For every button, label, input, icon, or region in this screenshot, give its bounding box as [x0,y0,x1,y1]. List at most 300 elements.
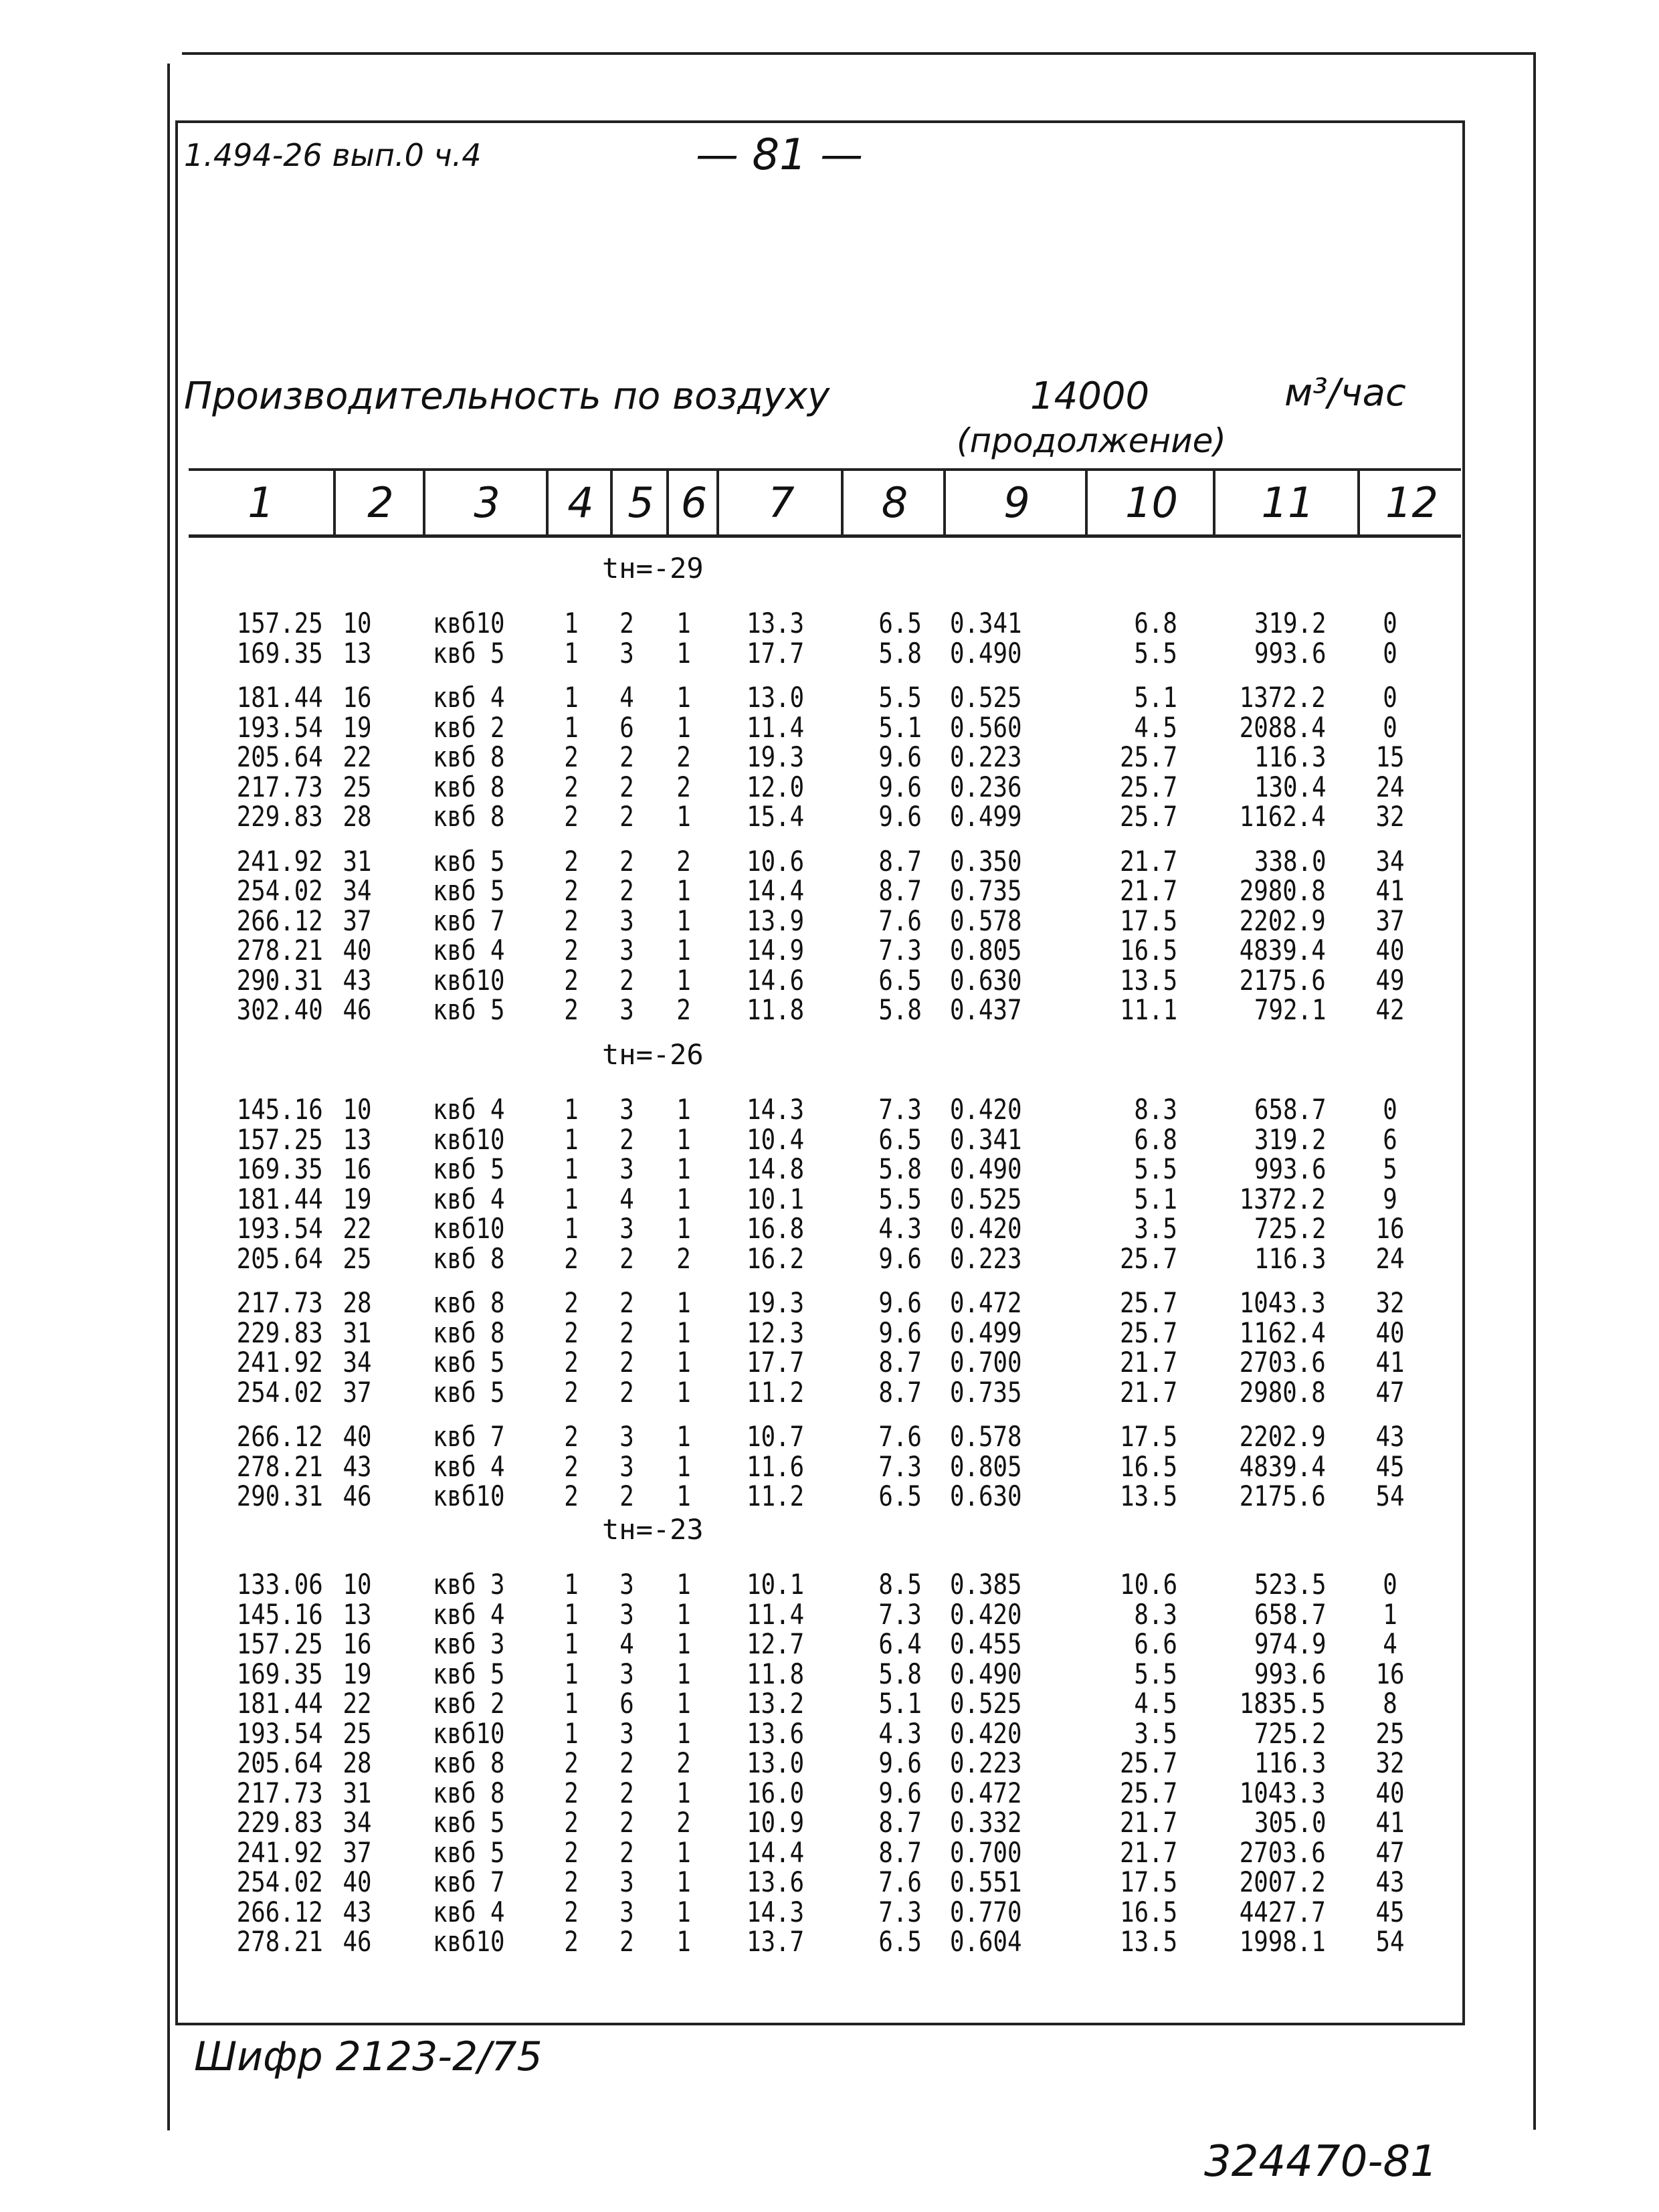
cell-c5: 2 [619,1746,634,1779]
cell-c9: 0.770 [950,1895,1022,1928]
cell-number: 43 [343,963,372,997]
cell-c10: 5.1 [1134,681,1177,714]
column-header-9: 9 [943,471,1088,534]
cell-model: квб 5 [433,1346,505,1379]
cell-c8: 4.3 [878,1212,922,1245]
cell-c5: 2 [619,1375,634,1409]
cell-flow: 205.64 [237,1241,323,1275]
cell-c5: 2 [619,1776,634,1809]
cell-c9: 0.525 [950,1182,1022,1215]
cell-c12: 16 [1375,1657,1405,1690]
cell-c8: 9.6 [878,1316,922,1349]
cell-c6: 2 [676,740,691,773]
cell-c10: 25.7 [1120,800,1177,833]
cell-number: 25 [343,1241,372,1275]
cell-c11: 1835.5 [1240,1687,1326,1720]
cell-c9: 0.700 [950,1346,1022,1379]
cell-c6: 1 [676,934,691,967]
cell-c9: 0.525 [950,681,1022,714]
cell-c9: 0.223 [950,1746,1022,1779]
cell-c10: 25.7 [1120,1776,1177,1809]
cell-c5: 3 [619,636,634,670]
cell-c10: 3.5 [1134,1716,1177,1750]
cell-flow: 193.54 [237,710,323,744]
cell-c9: 0.700 [950,1835,1022,1869]
cell-c8: 8.7 [878,844,922,878]
cell-model: квб 8 [433,1286,505,1319]
cell-c5: 3 [619,904,634,937]
cell-flow: 217.73 [237,1286,323,1319]
column-header-7: 7 [716,471,844,534]
cell-c9: 0.630 [950,963,1022,997]
title-text: Производительность по воздуху [184,375,830,418]
cell-c12: 16 [1375,1212,1405,1245]
cell-c6: 1 [676,636,691,670]
cell-c10: 6.6 [1134,1627,1177,1660]
cell-c10: 21.7 [1120,874,1177,907]
cell-c6: 1 [676,1716,691,1750]
cell-c11: 725.2 [1254,1212,1326,1245]
cell-c11: 1162.4 [1240,800,1326,833]
cell-number: 16 [343,681,372,714]
column-header-12: 12 [1357,471,1464,534]
cell-c7: 19.3 [747,740,804,773]
cell-c11: 2703.6 [1240,1835,1326,1869]
cell-c5: 3 [619,1597,634,1631]
cell-model: квб 8 [433,1241,505,1275]
cell-c5: 3 [619,1420,634,1453]
cell-c9: 0.630 [950,1480,1022,1512]
cell-c12: 43 [1375,1420,1405,1453]
cell-c6: 1 [676,1316,691,1349]
section-label: tн=-29 [602,552,704,585]
cell-number: 43 [343,1895,372,1928]
cell-c4: 1 [564,1122,579,1156]
cell-c4: 1 [564,1212,579,1245]
cell-c8: 5.5 [878,681,922,714]
cell-c8: 7.6 [878,1420,922,1453]
cell-c6: 2 [676,844,691,878]
cell-c6: 1 [676,1657,691,1690]
cell-c10: 5.5 [1134,1152,1177,1185]
cell-flow: 181.44 [237,681,323,714]
cell-model: квб10 [433,1716,505,1750]
cell-c5: 2 [619,963,634,997]
cell-number: 19 [343,710,372,744]
cell-model: квб 7 [433,1420,505,1453]
cell-c12: 49 [1375,963,1405,997]
cell-c6: 1 [676,1375,691,1409]
cell-c8: 9.6 [878,1746,922,1779]
cell-number: 31 [343,1776,372,1809]
cell-c7: 16.2 [747,1241,804,1275]
cell-c7: 10.7 [747,1420,804,1453]
cell-c9: 0.420 [950,1093,1022,1126]
cell-c9: 0.805 [950,1449,1022,1483]
cell-flow: 302.40 [237,993,323,1026]
cell-c4: 2 [564,963,579,997]
cell-flow: 169.35 [237,1152,323,1185]
cell-c8: 9.6 [878,770,922,803]
footer-cipher: Шифр 2123-2/75 [194,2033,543,2080]
cell-c9: 0.578 [950,904,1022,937]
cell-model: квб 5 [433,1657,505,1690]
cell-c10: 17.5 [1120,904,1177,937]
cell-c5: 2 [619,844,634,878]
cell-model: квб 5 [433,874,505,907]
cell-c4: 1 [564,1627,579,1660]
cell-c5: 3 [619,934,634,967]
cell-model: квб10 [433,607,505,639]
column-header-10: 10 [1085,471,1215,534]
cell-c10: 6.8 [1134,607,1177,639]
cell-c7: 13.6 [747,1866,804,1898]
cell-c12: 1 [1383,1597,1397,1631]
cell-c10: 21.7 [1120,1346,1177,1379]
cell-number: 43 [343,1449,372,1483]
cell-c10: 21.7 [1120,1375,1177,1409]
cell-c12: 42 [1375,993,1405,1026]
cell-flow: 254.02 [237,1866,323,1898]
cell-c4: 2 [564,1806,579,1839]
cell-c10: 5.5 [1134,1657,1177,1690]
cell-c10: 25.7 [1120,770,1177,803]
cell-c7: 10.9 [747,1806,804,1839]
cell-model: квб 4 [433,1182,505,1215]
cell-c6: 1 [676,1449,691,1483]
cell-model: квб10 [433,1480,505,1512]
cell-c5: 2 [619,1286,634,1319]
cell-c12: 25 [1375,1716,1405,1750]
cell-c9: 0.350 [950,844,1022,878]
cell-c7: 10.6 [747,844,804,878]
inventory-number: 324470-81 [1204,2137,1438,2187]
cell-c12: 0 [1383,636,1397,670]
cell-c7: 10.4 [747,1122,804,1156]
cell-model: квб 8 [433,740,505,773]
cell-c10: 17.5 [1120,1420,1177,1453]
cell-c6: 1 [676,963,691,997]
title-subtitle: (продолжение) [957,421,1226,460]
cell-c6: 1 [676,874,691,907]
cell-c8: 7.6 [878,1866,922,1898]
cell-c5: 3 [619,1895,634,1928]
cell-c4: 1 [564,1687,579,1720]
cell-c10: 25.7 [1120,1241,1177,1275]
cell-c8: 5.8 [878,1657,922,1690]
cell-c4: 2 [564,1449,579,1483]
cell-c11: 4427.7 [1240,1895,1326,1928]
cell-c5: 2 [619,1346,634,1379]
cell-c6: 1 [676,1776,691,1809]
cell-model: квб 4 [433,1597,505,1631]
cell-flow: 290.31 [237,963,323,997]
cell-c4: 2 [564,1835,579,1869]
cell-c4: 2 [564,1375,579,1409]
cell-c5: 2 [619,1806,634,1839]
cell-c9: 0.735 [950,874,1022,907]
cell-c9: 0.455 [950,1627,1022,1660]
cell-c7: 13.9 [747,904,804,937]
cell-c6: 1 [676,1480,691,1512]
cell-c4: 2 [564,800,579,833]
cell-c6: 1 [676,904,691,937]
cell-c8: 8.7 [878,1375,922,1409]
cell-c8: 8.5 [878,1568,922,1601]
cell-c4: 2 [564,1746,579,1779]
cell-flow: 145.16 [237,1093,323,1126]
cell-c9: 0.223 [950,740,1022,773]
cell-c12: 45 [1375,1449,1405,1483]
cell-number: 34 [343,874,372,907]
cell-flow: 205.64 [237,1746,323,1779]
cell-c9: 0.805 [950,934,1022,967]
cell-c8: 7.3 [878,1597,922,1631]
cell-c11: 2980.8 [1240,874,1326,907]
cell-c11: 1043.3 [1240,1776,1326,1809]
cell-c8: 5.5 [878,1182,922,1215]
cell-model: квб 4 [433,681,505,714]
cell-flow: 169.35 [237,1657,323,1690]
cell-c6: 1 [676,1122,691,1156]
cell-flow: 278.21 [237,1925,323,1958]
cell-c7: 10.1 [747,1568,804,1601]
cell-number: 46 [343,993,372,1026]
cell-c12: 24 [1375,770,1405,803]
cell-c11: 338.0 [1254,844,1326,878]
cell-c8: 5.1 [878,1687,922,1720]
cell-c7: 12.3 [747,1316,804,1349]
cell-c10: 25.7 [1120,740,1177,773]
cell-c12: 47 [1375,1835,1405,1869]
cell-c4: 2 [564,740,579,773]
cell-c4: 2 [564,1316,579,1349]
cell-c12: 32 [1375,800,1405,833]
cell-number: 46 [343,1480,372,1512]
cell-c5: 2 [619,1122,634,1156]
cell-c9: 0.499 [950,800,1022,833]
cell-c7: 13.6 [747,1716,804,1750]
cell-c4: 1 [564,681,579,714]
cell-c7: 14.4 [747,874,804,907]
cell-number: 22 [343,740,372,773]
cell-number: 37 [343,1375,372,1409]
cell-model: квб 4 [433,1895,505,1928]
cell-c8: 6.5 [878,963,922,997]
cell-c4: 2 [564,1866,579,1898]
cell-c4: 2 [564,1286,579,1319]
column-header-4: 4 [546,471,613,534]
cell-model: квб 2 [433,1687,505,1720]
cell-c12: 0 [1383,710,1397,744]
cell-c8: 6.5 [878,1480,922,1512]
cell-c7: 11.8 [747,993,804,1026]
cell-c12: 34 [1375,844,1405,878]
cell-c9: 0.472 [950,1776,1022,1809]
cell-c6: 2 [676,993,691,1026]
cell-c8: 7.3 [878,934,922,967]
column-header-3: 3 [423,471,549,534]
cell-c4: 2 [564,1925,579,1958]
cell-c11: 974.9 [1254,1627,1326,1660]
cell-c11: 1372.2 [1240,681,1326,714]
cell-number: 28 [343,1286,372,1319]
cell-c7: 11.4 [747,1597,804,1631]
section-label: tн=-23 [602,1513,704,1546]
cell-c8: 5.8 [878,993,922,1026]
cell-c9: 0.223 [950,1241,1022,1275]
cell-flow: 181.44 [237,1182,323,1215]
cell-c5: 3 [619,1093,634,1126]
cell-c7: 16.8 [747,1212,804,1245]
cell-c8: 9.6 [878,1286,922,1319]
cell-c11: 993.6 [1254,1152,1326,1185]
cell-c4: 2 [564,1776,579,1809]
cell-c10: 10.6 [1120,1568,1177,1601]
cell-flow: 241.92 [237,1346,323,1379]
cell-flow: 181.44 [237,1687,323,1720]
cell-flow: 229.83 [237,1806,323,1839]
cell-c12: 47 [1375,1375,1405,1409]
cell-model: квб 4 [433,1449,505,1483]
cell-c12: 41 [1375,1346,1405,1379]
cell-c11: 993.6 [1254,636,1326,670]
cell-c12: 0 [1383,1093,1397,1126]
cell-c4: 1 [564,1152,579,1185]
cell-c7: 14.6 [747,963,804,997]
column-header-1: 1 [248,478,274,527]
cell-c9: 0.236 [950,770,1022,803]
cell-c9: 0.420 [950,1716,1022,1750]
cell-c5: 6 [619,710,634,744]
cell-number: 40 [343,1866,372,1898]
cell-flow: 266.12 [237,1420,323,1453]
cell-number: 25 [343,1716,372,1750]
cell-c11: 130.4 [1254,770,1326,803]
cell-c9: 0.499 [950,1316,1022,1349]
cell-c11: 792.1 [1254,993,1326,1026]
cell-model: квб10 [433,1122,505,1156]
cell-c7: 11.2 [747,1375,804,1409]
cell-c11: 1372.2 [1240,1182,1326,1215]
cell-flow: 229.83 [237,1316,323,1349]
cell-number: 28 [343,800,372,833]
cell-c8: 5.8 [878,636,922,670]
column-header-8: 8 [841,471,946,534]
column-header-11: 11 [1213,471,1360,534]
cell-model: квб 8 [433,770,505,803]
cell-c7: 15.4 [747,800,804,833]
cell-c6: 1 [676,1866,691,1898]
cell-c9: 0.341 [950,1122,1022,1156]
cell-c12: 37 [1375,904,1405,937]
cell-model: квб 5 [433,1375,505,1409]
cell-c5: 2 [619,740,634,773]
cell-flow: 205.64 [237,740,323,773]
cell-c6: 1 [676,1835,691,1869]
cell-c5: 2 [619,607,634,639]
cell-c6: 1 [676,1286,691,1319]
cell-model: квб 5 [433,1835,505,1869]
cell-number: 22 [343,1687,372,1720]
cell-c10: 8.3 [1134,1597,1177,1631]
title-value: 14000 [1030,375,1150,418]
cell-model: квб 5 [433,993,505,1026]
cell-flow: 157.25 [237,1627,323,1660]
cell-c11: 1162.4 [1240,1316,1326,1349]
cell-c9: 0.385 [950,1568,1022,1601]
cell-c9: 0.341 [950,607,1022,639]
cell-c4: 2 [564,770,579,803]
cell-c7: 19.3 [747,1286,804,1319]
cell-flow: 229.83 [237,800,323,833]
column-header-2: 2 [333,471,425,534]
cell-flow: 217.73 [237,1776,323,1809]
cell-c9: 0.472 [950,1286,1022,1319]
cell-c8: 7.3 [878,1895,922,1928]
cell-c10: 4.5 [1134,710,1177,744]
cell-c7: 17.7 [747,636,804,670]
cell-c11: 305.0 [1254,1806,1326,1839]
cell-c6: 1 [676,681,691,714]
cell-c6: 1 [676,607,691,639]
cell-c4: 1 [564,636,579,670]
cell-c4: 2 [564,904,579,937]
cell-number: 37 [343,904,372,937]
cell-model: квб 2 [433,710,505,744]
cell-c10: 3.5 [1134,1212,1177,1245]
cell-flow: 278.21 [237,934,323,967]
cell-c9: 0.490 [950,636,1022,670]
cell-c4: 1 [564,1093,579,1126]
cell-c7: 16.0 [747,1776,804,1809]
cell-c8: 7.3 [878,1093,922,1126]
cell-c8: 5.1 [878,710,922,744]
cell-model: квб10 [433,1925,505,1958]
section-label: tн=-26 [602,1038,704,1071]
cell-model: квб 8 [433,1776,505,1809]
cell-flow: 157.25 [237,607,323,639]
cell-c5: 2 [619,1480,634,1512]
column-header-6: 6 [666,471,719,534]
cell-c10: 16.5 [1120,1449,1177,1483]
cell-c12: 43 [1375,1866,1405,1898]
cell-c5: 4 [619,1182,634,1215]
cell-c4: 2 [564,1895,579,1928]
cell-flow: 157.25 [237,1122,323,1156]
cell-c12: 24 [1375,1241,1405,1275]
cell-number: 19 [343,1657,372,1690]
cell-flow: 290.31 [237,1480,323,1512]
cell-c11: 1998.1 [1240,1925,1326,1958]
cell-flow: 193.54 [237,1212,323,1245]
cell-c4: 2 [564,1420,579,1453]
cell-c10: 17.5 [1120,1866,1177,1898]
cell-c5: 3 [619,1716,634,1750]
cell-c5: 2 [619,1835,634,1869]
cell-c12: 41 [1375,1806,1405,1839]
cell-c10: 4.5 [1134,1687,1177,1720]
cell-c10: 13.5 [1120,1925,1177,1958]
cell-model: квб 3 [433,1627,505,1660]
cell-number: 25 [343,770,372,803]
cell-c10: 16.5 [1120,934,1177,967]
cell-c8: 4.3 [878,1716,922,1750]
cell-c10: 16.5 [1120,1895,1177,1928]
cell-c5: 2 [619,770,634,803]
cell-c7: 12.7 [747,1627,804,1660]
cell-c5: 2 [619,800,634,833]
